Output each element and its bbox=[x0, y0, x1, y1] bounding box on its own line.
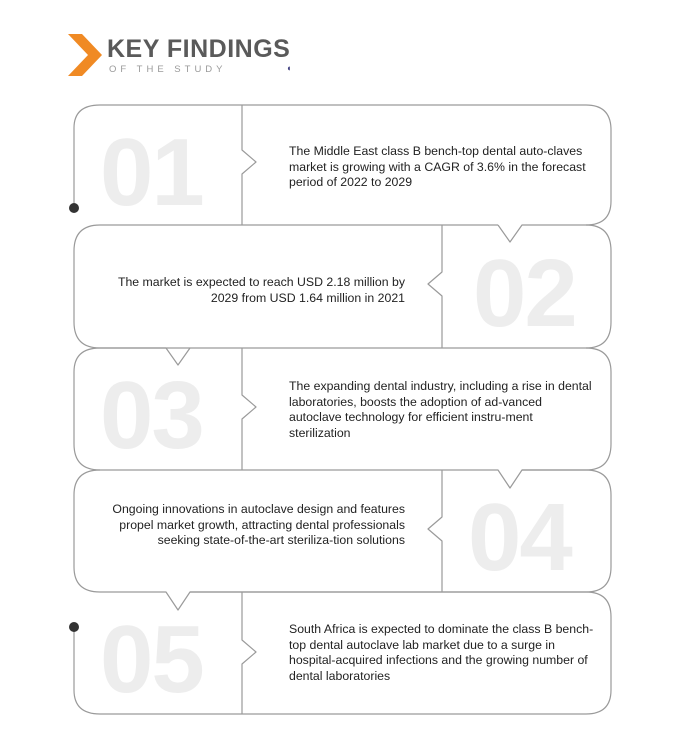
finding-02-number: 02 bbox=[473, 240, 576, 347]
start-dot bbox=[69, 203, 79, 213]
box-01-divider bbox=[242, 105, 256, 225]
finding-05-text: South Africa is expected to dominate the class B bench-top dental autoclave lab market due to a surge in hospital-acquired infections and the growing number of dental laboratories bbox=[289, 622, 594, 683]
end-dot bbox=[69, 622, 79, 632]
finding-04-text: Ongoing innovations in autoclave design and features propel market growth, attracting dental professionals seeking state-of-the-art steriliza-tion solutions bbox=[112, 502, 405, 547]
finding-01-text: The Middle East class B bench-top dental auto-claves market is growing with a CAGR of 3.6% in the forecast period of 2022 to 2029 bbox=[289, 144, 586, 189]
finding-03-text: The expanding dental industry, including a rise in dental laboratories, boosts the adoption of ad-vanced autoclave technology for efficient instru-ment sterilization bbox=[289, 379, 592, 440]
page-title: KEY FINDINGS bbox=[107, 35, 291, 63]
finding-03-number: 03 bbox=[100, 362, 203, 469]
finding-02-text: The market is expected to reach USD 2.18 million by 2029 from USD 1.64 million in 2021 bbox=[117, 275, 405, 305]
crescent-icon: ◖ bbox=[286, 63, 292, 73]
finding-01-number: 01 bbox=[100, 119, 203, 226]
finding-04-number: 04 bbox=[468, 484, 571, 591]
box-05-divider bbox=[242, 592, 256, 714]
box-02-divider bbox=[428, 225, 442, 348]
page-subtitle: OF THE STUDY bbox=[109, 64, 227, 75]
box-03-divider bbox=[242, 348, 256, 470]
box-04-divider bbox=[428, 470, 442, 592]
finding-05-number: 05 bbox=[100, 606, 203, 713]
